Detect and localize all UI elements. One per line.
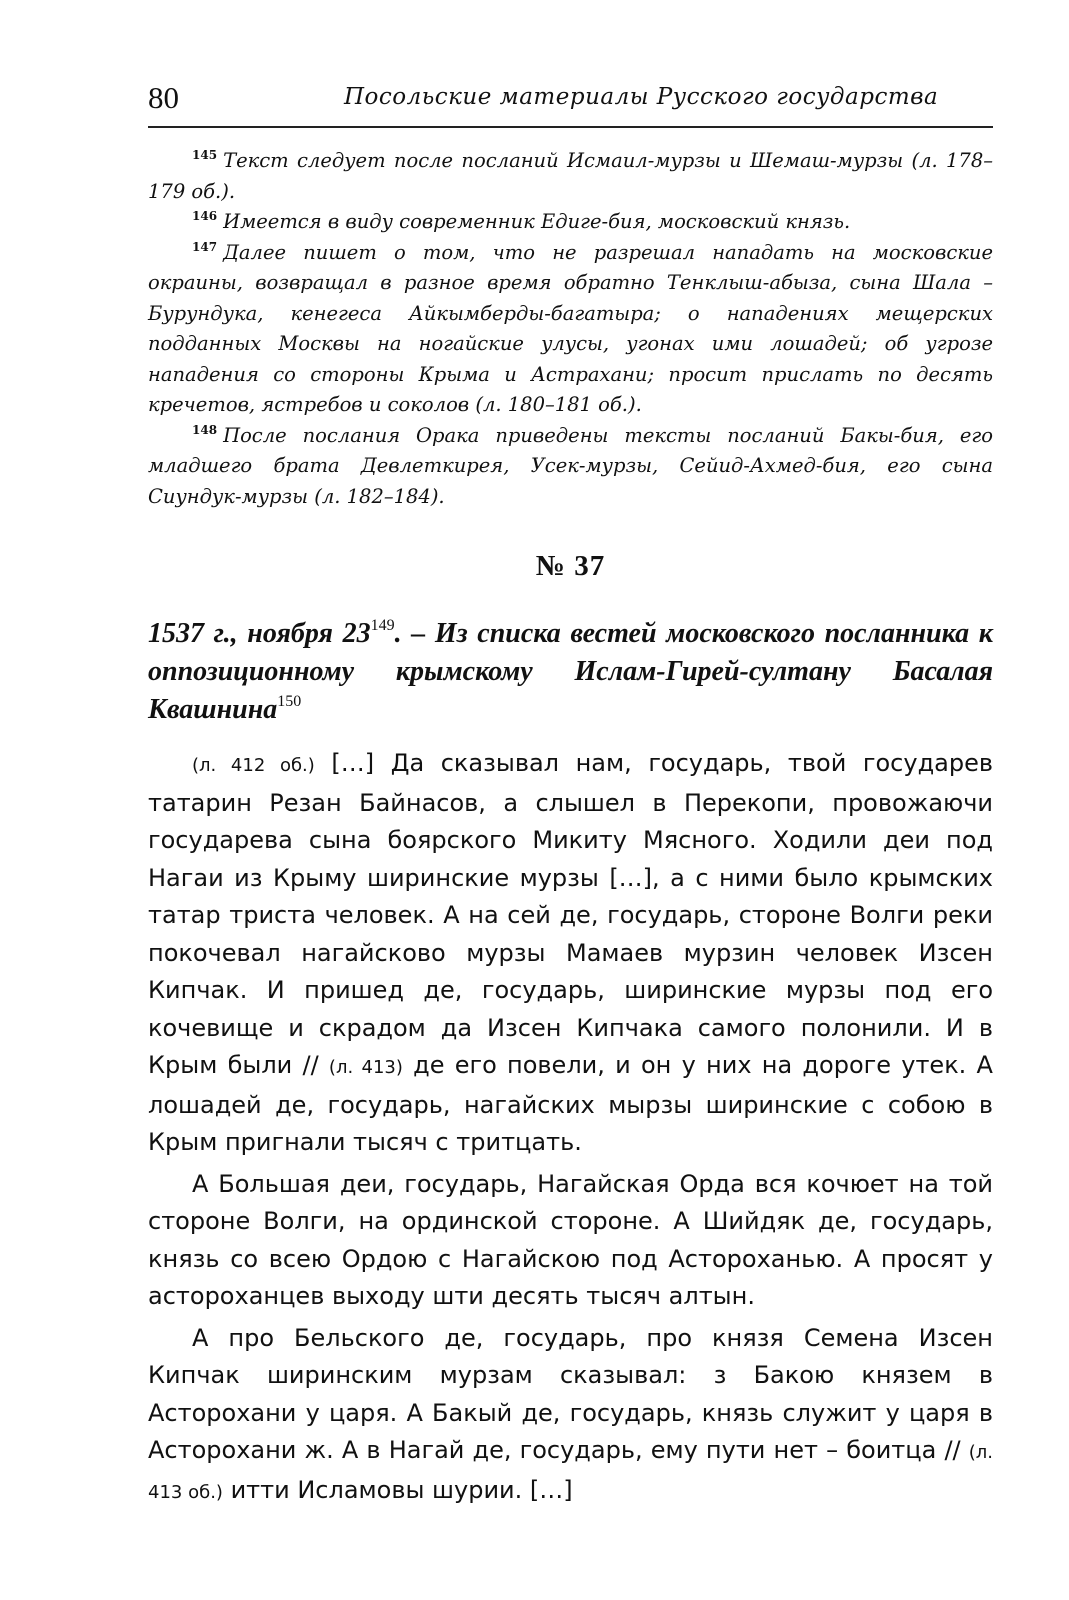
footnote-145 bbox=[148, 146, 993, 207]
paragraph-1 bbox=[148, 745, 993, 1162]
folio-ref: (л. 413) bbox=[328, 1057, 403, 1078]
footnote-text: После послания Орака приведены тексты посланий Бакы-бия, его младшего брата Девлеткирея, Усек-мурзы, Сейид-Ахмед-бия, его сына Сиундук-мурзы (л. 182–184). bbox=[148, 423, 993, 508]
paragraph-3 bbox=[148, 1320, 993, 1512]
footnote-148 bbox=[148, 421, 993, 513]
running-head: Посольские материалы Русского государства bbox=[344, 84, 939, 110]
paragraph-text: […] Да сказывал нам, государь, твой государев татарин Резан Байнасов, а слышел в Перекопи, провожаючи государева сына боярского Микиту Мясного. Ходили деи под Нагаи из Крыму ширинские мурзы […], а с ними было крымских татар триста человек. А на сей де, государь, стороне Волги реки покочевал нагайсково мурзы Мамаев мурзин человек Изсен Кипчак. И пришед де, государь, ширинские мурзы под его кочевище и скрадом да Изсен Кипчака самого полонили. И в Крым были // bbox=[148, 749, 994, 1079]
footnote-text: Далее пишет о том, что не разрешал нападать на московские окраины, возвращал в разное время обратно Тенклыш-абыза, сына Шала – Бурундука, кенегеса Айкымберды-багатыра; о нападениях мещерских подданных Москвы на ногайские улусы, угонах ими лошадей; об угрозе нападения со стороны Крыма и Астрахани; просит прислать по десять кречетов, ястребов и соколов (л. 180–181 об.). bbox=[148, 240, 993, 416]
footnote-147 bbox=[148, 238, 993, 421]
folio-ref: (л. 413 об.) bbox=[148, 1442, 993, 1503]
footnote-number: 146 bbox=[192, 209, 218, 223]
footnote-number: 145 bbox=[192, 148, 218, 162]
page-header bbox=[148, 78, 993, 128]
folio-ref: (л. 412 об.) bbox=[192, 755, 315, 776]
footnote-text: Имеется в виду современник Едиге-бия, московский князь. bbox=[223, 210, 851, 233]
footnotes-block bbox=[148, 146, 993, 512]
document-number: № 37 bbox=[535, 550, 606, 582]
footnote-146 bbox=[148, 207, 993, 238]
title-date: 1537 г., ноября 23 bbox=[148, 618, 371, 649]
footnote-number: 147 bbox=[192, 239, 218, 254]
document-title bbox=[148, 615, 993, 729]
title-note-ref-150: 150 bbox=[277, 693, 302, 710]
paragraph-2: А Большая деи, государь, Нагайская Орда вся кочюет на той стороне Волги, на ординской стороне. А Шийдяк де, государь, князь со всею Ордою с Нагайскою под Астороханью. А просят у астороханцев выходу шти десять тысяч алтын. bbox=[148, 1169, 993, 1310]
title-text: . – Из списка вестей московского посланника к оппозиционному крымскому Ислам-Гирей-султану Басалая Квашнина bbox=[148, 618, 993, 725]
footnote-number: 148 bbox=[192, 422, 218, 437]
footnote-text: Текст следует после посланий Исмаил-мурзы и Шемаш-мурзы (л. 178–179 об.). bbox=[148, 149, 993, 203]
page-number: 80 bbox=[148, 80, 179, 115]
paragraph-text: итти Исламовы шурии. […] bbox=[222, 1475, 573, 1504]
paragraph-text: де его повели, и он у них на дороге утек. А лошадей де, государь, нагайских мырзы ширинские с собою в Крым пригнали тысяч с тритцать. bbox=[148, 1051, 993, 1156]
document-body bbox=[148, 745, 993, 1511]
book-page bbox=[148, 78, 993, 1515]
paragraph-text: А про Бельского де, государь, про князя Семена Изсен Кипчак ширинским мурзам сказывал: з Бакою князем в Асторохани у царя. А Бакый де, государь, князь служит у царя в Асторохани ж. А в Нагай де, государь, ему пути нет – боитца // bbox=[148, 1323, 993, 1464]
title-note-ref-149: 149 bbox=[370, 617, 395, 634]
